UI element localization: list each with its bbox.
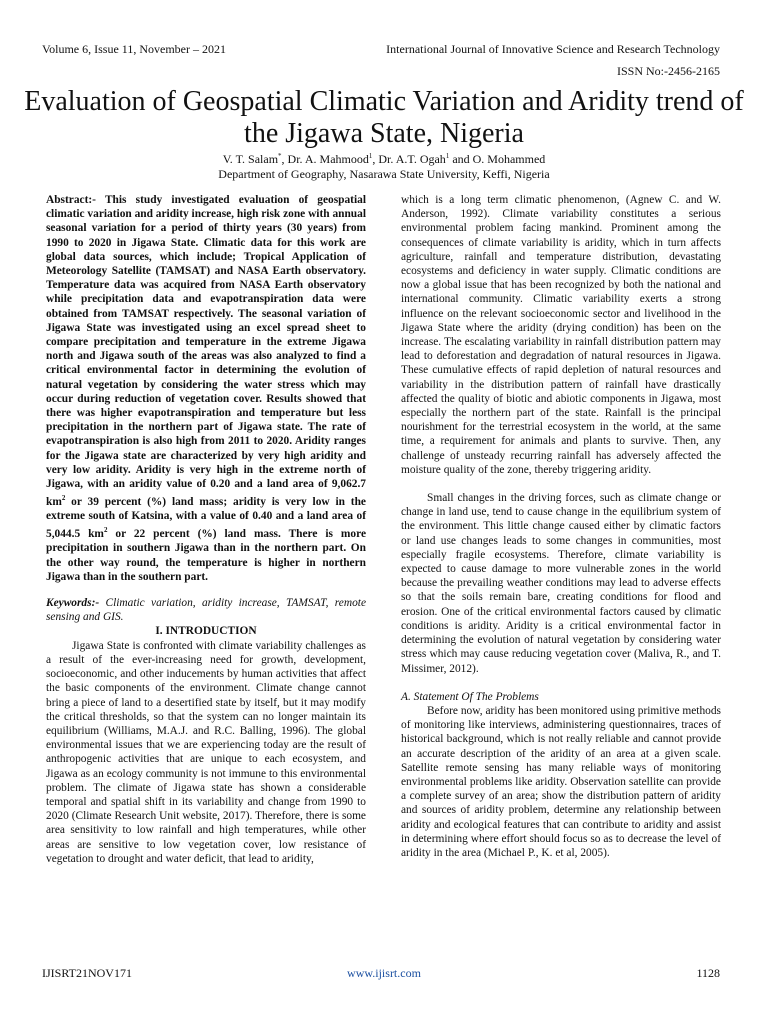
page-number: 1128: [696, 966, 720, 980]
author-name: , Dr. A. Mahmood: [281, 152, 369, 166]
author-list: [0, 152, 768, 167]
paragraph: Small changes in the driving forces, such as climate change or change in land use, tend to cause change in the equilibrium system of the environment. This little change caused either by climatic factors or land use changes leads to some changes in communities, most especially fragile ecosystems. Therefore, climate variability is expected to cause damage to more vulnerable zones in the world because the prevailing weather conditions may lead to adverse effects so that the soils remain bare, creating conditions for flood and erosion. One of the critical environmental factors caused by climatic conditions is aridity. Aridity is a critical environmental factor in determining the evolution of natural vegetation by considering water stress which may cause reducing vegetation cover (Maliva, R., and T. Missimer, 2012).: [401, 492, 721, 675]
paper-id: IJISRT21NOV171: [42, 966, 132, 980]
author-mark: *: [278, 152, 282, 160]
website-link[interactable]: www.ijisrt.com: [347, 966, 421, 980]
author-name: V. T. Salam: [222, 152, 279, 166]
keywords-text: Climatic variation, aridity increase, TAMSAT, remote sensing and GIS.: [46, 597, 366, 624]
journal-name: International Journal of Innovative Science and Research Technology: [386, 42, 720, 56]
subsection-heading: A. Statement Of The Problems: [401, 690, 539, 703]
section-heading: I. INTRODUCTION: [155, 625, 257, 638]
right-column: [401, 193, 721, 860]
author-mark: 1: [368, 152, 373, 160]
issn: ISSN No:-2456-2165: [616, 64, 720, 78]
abstract-text: Abstract:- This study investigated evaluation of geospatial climatic variation and aridity increase, high risk zone with annual seasonal variation for a period of thirty years (30 years) from 1990 to 2020 in Jigawa State. Climatic data for this work are global data sources, which include; Tropical Application of Meteorology Satellite (TAMSAT) and NASA Earth observatory. Temperature data was acquired from NASA Earth observatory while precipitation data and evapotranspiration data were obtained from TAMSAT respectively. The seasonal variation of Jigawa State was investigated using an excel spread sheet to compare precipitation and temperature in the extreme Jigawa north and Jigawa south of the areas was also analyzed to find a critical environmental factor in determining the evolution of natural vegetation by considering the water stress which may occur during reduction of vegetation cover. Results showed that there was higher evapotranspiration and temperature but less precipitation in the northern part of Jigawa state. The rate of evapotranspiration is also high from 2011 to 2020. Aridity ranges for the Jigawa state are characterized by very high aridity and very low aridity. Aridity is very high in the extreme north of Jigawa, with an aridity value of 0.20 and a land area of 9,062.7 km: [46, 194, 367, 509]
affiliation: Department of Geography, Nasarawa State University, Keffi, Nigeria: [218, 167, 550, 181]
superscript: 2: [103, 526, 108, 535]
abstract: [46, 193, 366, 584]
abstract-text: or 22 percent (%) land mass. There is more precipitation in southern Jigawa than in the northern part. On the other way round, the temperature is higher in northern Jigawa than in the southern part.: [46, 528, 367, 583]
keywords-label: Keywords:-: [46, 597, 100, 610]
paper-title: Evaluation of Geospatial Climatic Variation and Aridity trend of the Jigawa State, Nigeria: [24, 86, 744, 149]
author-name: and O. Mohammed: [449, 152, 546, 166]
superscript: 2: [61, 494, 66, 503]
abstract-text: or 39 percent (%) land mass; aridity is very low in the extreme south of Katsina, with a value of 0.40 and a land area of 5,044.5 km: [46, 496, 366, 541]
paragraph: which is a long term climatic phenomenon, (Agnew C. and W. Anderson, 1992). Climate variability constitutes a serious environmental problem facing mankind. Prominent among the consequences of climate variability is aridity, which in turn affects agriculture, rainfall and temperature distribution, devastating ecosystems and deficiency in water supply. Climatic conditions are now a global issue that has been recognized by both the national and international community. Climatic variability exerts a strong influence on the relevant socioeconomic sector and livelihood in the Jigawa State where the aridity (drying condition) has been on the increase. The escalating variability in rainfall distribution pattern may lead to deforestation and degradation of natural resources in Jigawa. These cumulative effects of rapid depletion of natural resources and variability in the distribution pattern of rainfall have drastically affected the quality of biotic and abiotic components in Jigawa, most especially the northern part of the state. Rainfall is the principal nourishment for the terrestrial ecosystem in the world, at the same time, a requirement for animals and plants to survive. Then, any challenge of unsteady recurring rainfall has adversely affected the moisture quality of the zone, thereby triggering aridity.: [401, 194, 721, 476]
keywords: [46, 596, 366, 624]
author-name: , Dr. A.T. Ogah: [372, 152, 446, 166]
paragraph: Jigawa State is confronted with climate variability challenges as a result of the ever-increasing need for growth, development, socioeconomic, and other inducements by human activities that affect the basic components of the environment. Climate change cannot bring a piece of land to a desertified state by itself, but it may modify the critical thresholds, so that the system can no longer maintain its equilibrium (Williams, M.A.J. and R.C. Balling, 1996). The global environmental issues that we are experiencing today are the result of anthropogenic activities that are unique to each ecosystem, and Jigawa as an ecology community is not immune to this environmental problem. The climate of Jigawa state has shown a considerable temporal and spatial shift in its variability and change from 1990 to 2020 (Climate Research Unit website, 2017). Therefore, there is some area sensitivity to low rainfall and high temperatures, while other areas are sensitive to low vegetation cover, low resistance of vegetation to drought and water deficit, that lead to aridity,: [46, 639, 366, 865]
left-column: [46, 193, 366, 866]
paragraph: Before now, aridity has been monitored using primitive methods of monitoring like interviews, administering questionnaires, traces of historical background, which is not really reliable and cannot provide an accurate description of the aridity of an area at a given scale. Satellite remote sensing has many reliable ways of monitoring environmental problems like aridity. Observation satellite can provide a complete survey of an area; show the distribution pattern of aridity and sources of aridity problem, determine any relationship between aridity and ecological features that can contribute to aridity and assist in determining where effort should focus so as to decrease the level of aridity in the area (Michael P., K. et al, 2005).: [401, 704, 721, 859]
volume-info: Volume 6, Issue 11, November – 2021: [42, 42, 226, 56]
author-mark: 1: [445, 152, 450, 160]
